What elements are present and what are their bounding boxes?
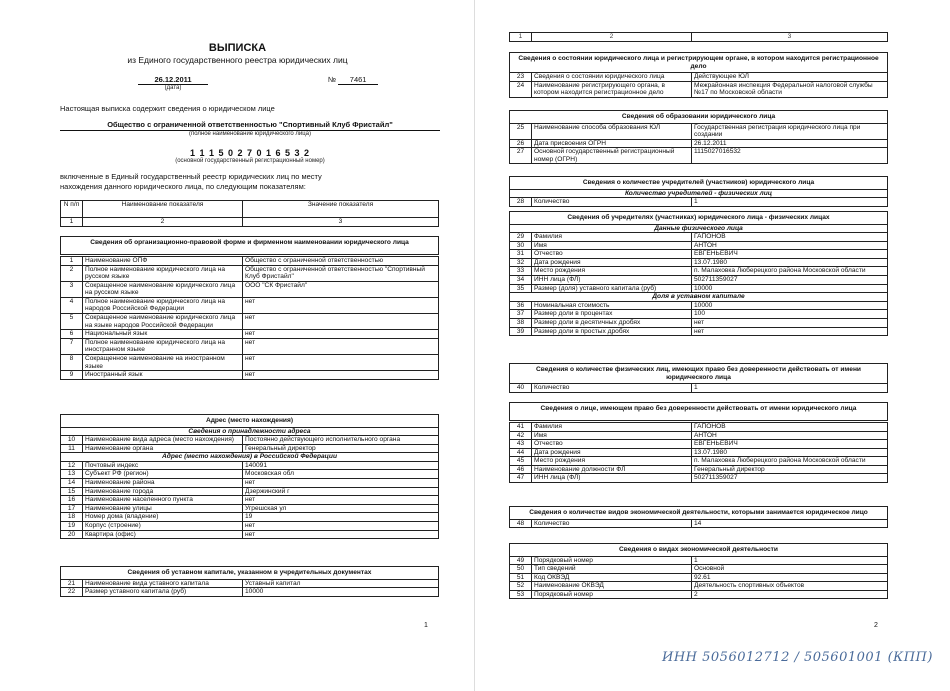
number-label: № xyxy=(328,75,337,84)
row-value: нет xyxy=(243,314,439,330)
row-number: 19 xyxy=(61,521,83,530)
row-label: Наименование улицы xyxy=(83,504,243,513)
row-value: ЕВГЕНЬЕВИЧ xyxy=(692,440,888,449)
row-number: 4 xyxy=(61,297,83,313)
row-label: Количество xyxy=(532,519,692,528)
section-capital-table xyxy=(60,566,439,597)
row-value: 1 xyxy=(692,198,888,207)
row-number: 13 xyxy=(61,470,83,479)
row-number: 52 xyxy=(510,582,532,591)
row-value: 502711359027 xyxy=(692,276,888,285)
row-value: Общество с ограниченной ответственностью "Спортивный Клуб Фристайл" xyxy=(243,265,439,281)
row-value: 140091 xyxy=(243,461,439,470)
section-subtitle: Сведения о принадлежности адреса xyxy=(61,427,439,436)
row-label: Номинальная стоимость xyxy=(532,301,692,310)
table-row xyxy=(61,265,439,281)
date-caption: (дата) xyxy=(164,85,182,91)
row-number: 22 xyxy=(61,588,83,597)
row-number: 23 xyxy=(510,73,532,82)
row-number: 35 xyxy=(510,284,532,293)
table-row xyxy=(61,521,439,530)
table-row xyxy=(61,461,439,470)
row-value: ГАПОНОВ xyxy=(692,233,888,242)
row-number: 5 xyxy=(61,314,83,330)
row-number: 48 xyxy=(510,519,532,528)
section-proxy-count-table xyxy=(509,363,888,393)
row-number: 53 xyxy=(510,590,532,599)
table-row xyxy=(510,431,888,440)
table-row xyxy=(510,258,888,267)
row-label: Наименование вида уставного капитала xyxy=(83,579,243,588)
row-value: Уставный капитал xyxy=(243,579,439,588)
row-value: 502711359027 xyxy=(692,474,888,483)
row-value: нет xyxy=(243,354,439,370)
section-title: Сведения о лице, имеющем право без доверенности действовать от имени юридического лица xyxy=(510,403,888,421)
row-number: 34 xyxy=(510,276,532,285)
row-label: Место рождения xyxy=(532,267,692,276)
row-value: Угрешская ул xyxy=(243,504,439,513)
row-value: Деятельность спортивных объектов xyxy=(692,582,888,591)
row-number: 25 xyxy=(510,123,532,139)
row-number: 32 xyxy=(510,258,532,267)
table-row xyxy=(510,448,888,457)
table-row xyxy=(61,479,439,488)
row-label: Порядковый номер xyxy=(532,590,692,599)
row-value: 2 xyxy=(692,590,888,599)
row-value: Действующее ЮЛ xyxy=(692,73,888,82)
row-label: Наименование ОКВЭД xyxy=(532,582,692,591)
table-row xyxy=(510,457,888,466)
row-value: ГАПОНОВ xyxy=(692,423,888,432)
row-label: Размер доли в десятичных дробях xyxy=(532,318,692,327)
row-value: нет xyxy=(692,327,888,336)
row-label: Наименование района xyxy=(83,479,243,488)
row-value: 92.61 xyxy=(692,573,888,582)
row-label: Наименование населенного пункта xyxy=(83,496,243,505)
row-value: 10000 xyxy=(692,301,888,310)
row-value: 13.07.1980 xyxy=(692,258,888,267)
section-title: Сведения о количестве видов экономической деятельности, которыми занимается юридическое лицо xyxy=(510,507,888,520)
table-row xyxy=(510,573,888,582)
page-2-number: 2 xyxy=(874,622,878,629)
row-number: 37 xyxy=(510,310,532,319)
table-row xyxy=(510,250,888,259)
row-value: нет xyxy=(692,318,888,327)
header-col-name: Наименование показателя xyxy=(83,201,243,218)
row-value: 14 xyxy=(692,519,888,528)
row-number: 39 xyxy=(510,327,532,336)
row-label: Наименование города xyxy=(83,487,243,496)
number-block xyxy=(328,75,378,85)
row-label: Отчество xyxy=(532,440,692,449)
document-date: 26.12.2011 xyxy=(138,75,208,85)
row-value: Постоянно действующего исполнительного органа xyxy=(243,436,439,445)
row-label: Место рождения xyxy=(532,457,692,466)
table-row xyxy=(61,257,439,266)
row-label: Порядковый номер xyxy=(532,556,692,565)
row-label: Количество xyxy=(532,198,692,207)
row-value: ЕВГЕНЬЕВИЧ xyxy=(692,250,888,259)
table-row xyxy=(510,81,888,97)
section-title: Сведения об уставном капитале, указанном в учредительных документах xyxy=(61,567,439,580)
row-number: 2 xyxy=(61,265,83,281)
row-label: Имя xyxy=(532,431,692,440)
handwritten-inn-note: ИНН 5056012712 / 505601001 (КПП) xyxy=(662,650,933,665)
row-label: Корпус (строение) xyxy=(83,521,243,530)
row-label: Полное наименование юридического лица на иностранном языке xyxy=(83,338,243,354)
row-value: Генеральный директор xyxy=(692,465,888,474)
row-value: нет xyxy=(243,371,439,380)
row-number: 7 xyxy=(61,338,83,354)
table-row xyxy=(61,487,439,496)
section-title: Сведения об образовании юридического лица xyxy=(510,111,888,124)
table-row xyxy=(510,276,888,285)
row-number: 6 xyxy=(61,330,83,339)
row-number: 14 xyxy=(61,479,83,488)
page2-header-row xyxy=(509,32,888,42)
row-number: 3 xyxy=(61,281,83,297)
included-line-1: включенные в Единый государственный реестр юридических лиц по месту xyxy=(60,172,322,181)
row-label: Дата рождения xyxy=(532,258,692,267)
row-number: 30 xyxy=(510,241,532,250)
row-number: 21 xyxy=(61,579,83,588)
section-title: Сведения о количестве физических лиц, имеющих право без доверенности действовать от имени юридического лица xyxy=(510,364,888,384)
row-number: 41 xyxy=(510,423,532,432)
row-label: Размер доли в процентах xyxy=(532,310,692,319)
document-subtitle: из Единого государственного реестра юридических лиц xyxy=(127,55,348,65)
header-num-1: 1 xyxy=(61,218,83,227)
row-value: п. Малаховка Люберецкого района Московской области xyxy=(692,457,888,466)
row-label: Размер доли в простых дробях xyxy=(532,327,692,336)
row-label: Основной государственный регистрационный номер (ОГРН) xyxy=(532,148,692,164)
row-label: Код ОКВЭД xyxy=(532,573,692,582)
table-row xyxy=(61,314,439,330)
row-value: Генеральный директор xyxy=(243,444,439,453)
table-row xyxy=(510,198,888,207)
row-value: Межрайонная инспекция Федеральной налоговой службы №17 по Московской области xyxy=(692,81,888,97)
row-value: АНТОН xyxy=(692,431,888,440)
table-row xyxy=(510,474,888,483)
row-number: 43 xyxy=(510,440,532,449)
row-number: 29 xyxy=(510,233,532,242)
p2-header-num-1: 1 xyxy=(510,33,532,42)
table-row xyxy=(510,465,888,474)
date-block xyxy=(138,75,208,91)
table-row xyxy=(61,496,439,505)
row-label: Наименование ОПФ xyxy=(83,257,243,266)
page-2 xyxy=(476,0,950,691)
row-value: нет xyxy=(243,330,439,339)
row-number: 10 xyxy=(61,436,83,445)
row-value: нет xyxy=(243,479,439,488)
row-number: 49 xyxy=(510,556,532,565)
table-row xyxy=(510,284,888,293)
row-value: нет xyxy=(243,297,439,313)
row-label: Наименование вида адреса (место нахождения) xyxy=(83,436,243,445)
table-row xyxy=(61,579,439,588)
section-subtitle: Данные физического лица xyxy=(510,224,888,233)
row-label: Иностранный язык xyxy=(83,371,243,380)
table-row xyxy=(61,297,439,313)
table-row xyxy=(510,73,888,82)
section-title: Сведения об учредителях (участниках) юридического лица - физических лицах xyxy=(510,212,888,225)
row-number: 26 xyxy=(510,139,532,148)
row-value: нет xyxy=(243,530,439,539)
included-text xyxy=(60,172,322,192)
section-subtitle: Доля в уставном капитале xyxy=(510,293,888,302)
section-title: Сведения о состоянии юридического лица и регистрирующем органе, в котором находится регистрационное дело xyxy=(510,53,888,73)
table-row xyxy=(510,310,888,319)
section-formation-table xyxy=(509,110,888,164)
table-row xyxy=(61,354,439,370)
table-row xyxy=(61,588,439,597)
row-number: 8 xyxy=(61,354,83,370)
row-value: нет xyxy=(243,496,439,505)
row-label: Тип сведений xyxy=(532,565,692,574)
table-row xyxy=(510,148,888,164)
row-label: Размер (доля) уставного капитала (руб) xyxy=(532,284,692,293)
row-label: Количество xyxy=(532,384,692,393)
row-value: 13.07.1980 xyxy=(692,448,888,457)
section-title: Сведения о количестве учредителей (участников) юридического лица xyxy=(510,177,888,190)
p2-header-num-2: 2 xyxy=(532,33,692,42)
row-value: ООО "СК Фристайл" xyxy=(243,281,439,297)
row-value: Основной xyxy=(692,565,888,574)
table-row xyxy=(61,444,439,453)
table-row xyxy=(510,241,888,250)
row-value: Государственная регистрация юридического лица при создании xyxy=(692,123,888,139)
row-number: 42 xyxy=(510,431,532,440)
table-row xyxy=(61,371,439,380)
table-row xyxy=(510,318,888,327)
row-label: Квартира (офис) xyxy=(83,530,243,539)
row-number: 16 xyxy=(61,496,83,505)
row-label: Наименование органа xyxy=(83,444,243,453)
document-title: ВЫПИСКА xyxy=(208,42,267,54)
row-number: 27 xyxy=(510,148,532,164)
row-number: 17 xyxy=(61,504,83,513)
org-name-block xyxy=(60,120,440,137)
section-activity-count-table xyxy=(509,506,888,528)
row-label: Субъект РФ (регион) xyxy=(83,470,243,479)
row-label: Наименование способа образования ЮЛ xyxy=(532,123,692,139)
row-number: 9 xyxy=(61,371,83,380)
row-value: 10000 xyxy=(243,588,439,597)
section-title: Адрес (место нахождения) xyxy=(61,415,439,428)
table-row xyxy=(510,440,888,449)
table-row xyxy=(510,327,888,336)
ogrn-block xyxy=(140,148,360,164)
intro-text: Настоящая выписка содержит сведения о юридическом лице xyxy=(60,104,275,113)
row-number: 33 xyxy=(510,267,532,276)
row-number: 40 xyxy=(510,384,532,393)
row-number: 15 xyxy=(61,487,83,496)
row-label: Полное наименование юридического лица на русском языке xyxy=(83,265,243,281)
section-founders-table xyxy=(509,211,888,336)
table-row xyxy=(61,281,439,297)
ogrn-number: 1 1 1 5 0 2 7 0 1 6 5 3 2 xyxy=(189,148,311,158)
row-label: Сокращенное наименование юридического лица на русском языке xyxy=(83,281,243,297)
table-row xyxy=(61,504,439,513)
header-col-value: Значение показателя xyxy=(243,201,439,218)
row-value: Московская обл xyxy=(243,470,439,479)
row-value: 19 xyxy=(243,513,439,522)
row-number: 44 xyxy=(510,448,532,457)
row-value: п. Малаховка Люберецкого района Московской области xyxy=(692,267,888,276)
p2-header-num-3: 3 xyxy=(692,33,888,42)
row-value: 26.12.2011 xyxy=(692,139,888,148)
row-number: 47 xyxy=(510,474,532,483)
document-number: 7461 xyxy=(338,75,378,85)
table-row xyxy=(510,590,888,599)
row-label: Фамилия xyxy=(532,233,692,242)
row-value: 100 xyxy=(692,310,888,319)
row-number: 46 xyxy=(510,465,532,474)
org-name: Общество с ограниченной ответственностью "Спортивный Клуб Фристайл" xyxy=(60,120,440,131)
included-line-2: нахождения данного юридического лица, по следующим показателям: xyxy=(60,182,306,192)
row-number: 38 xyxy=(510,318,532,327)
section-title: Сведения об организационно-правовой форме и фирменном наименовании юридического лица xyxy=(61,237,439,255)
table-row xyxy=(510,582,888,591)
row-label: Наименование должности ФЛ xyxy=(532,465,692,474)
row-value: 1 xyxy=(692,384,888,393)
org-name-caption: (полное наименование юридического лица) xyxy=(188,131,312,137)
row-label: Полное наименование юридического лица на народов Российской Федерации xyxy=(83,297,243,313)
row-label: Номер дома (владение) xyxy=(83,513,243,522)
section-address-table xyxy=(60,414,439,539)
row-label: ИНН лица (ФЛ) xyxy=(532,474,692,483)
table-row xyxy=(510,301,888,310)
section-subtitle: Количество учредителей - физических лиц xyxy=(510,189,888,198)
ogrn-caption: (основной государственный регистрационный номер) xyxy=(175,158,325,164)
header-num-2: 2 xyxy=(83,218,243,227)
header-table xyxy=(60,200,439,227)
row-label: Размер уставного капитала (руб) xyxy=(83,588,243,597)
table-row xyxy=(510,556,888,565)
row-value: 1115027016532 xyxy=(692,148,888,164)
row-label: Наименование регистрирующего органа, в котором находится регистрационное дело xyxy=(532,81,692,97)
row-label: ИНН лица (ФЛ) xyxy=(532,276,692,285)
section-title: Сведения о видах экономической деятельности xyxy=(510,544,888,557)
row-value: нет xyxy=(243,521,439,530)
table-row xyxy=(510,267,888,276)
row-number: 11 xyxy=(61,444,83,453)
table-row xyxy=(61,470,439,479)
row-number: 51 xyxy=(510,573,532,582)
row-number: 1 xyxy=(61,257,83,266)
row-label: Сведения о состоянии юридического лица xyxy=(532,73,692,82)
row-value: нет xyxy=(243,338,439,354)
row-number: 12 xyxy=(61,461,83,470)
table-row xyxy=(61,530,439,539)
row-label: Фамилия xyxy=(532,423,692,432)
row-number: 28 xyxy=(510,198,532,207)
header-col-n: N п/п xyxy=(61,201,83,218)
table-row xyxy=(61,330,439,339)
row-number: 31 xyxy=(510,250,532,259)
table-row xyxy=(510,139,888,148)
section-founders-count-table xyxy=(509,176,888,207)
table-row xyxy=(61,513,439,522)
section-activity-table xyxy=(509,543,888,599)
section-proxy-table xyxy=(509,402,888,483)
row-value: Общество с ограниченной ответственностью xyxy=(243,257,439,266)
row-number: 50 xyxy=(510,565,532,574)
section-subtitle: Адрес (место нахождения) в Российской Федерации xyxy=(61,453,439,462)
header-num-3: 3 xyxy=(243,218,439,227)
row-value: 10000 xyxy=(692,284,888,293)
row-number: 36 xyxy=(510,301,532,310)
row-number: 24 xyxy=(510,81,532,97)
section-opf-table xyxy=(60,236,439,380)
row-label: Сокращенное наименование юридического лица на языке народов Российской Федерации xyxy=(83,314,243,330)
row-value: 1 xyxy=(692,556,888,565)
row-number: 45 xyxy=(510,457,532,466)
row-label: Сокращенное наименование на иностранном языке xyxy=(83,354,243,370)
row-label: Имя xyxy=(532,241,692,250)
table-row xyxy=(510,233,888,242)
row-label: Почтовый индекс xyxy=(83,461,243,470)
row-label: Национальный язык xyxy=(83,330,243,339)
page-1-number: 1 xyxy=(424,622,428,629)
row-label: Отчество xyxy=(532,250,692,259)
table-row xyxy=(61,436,439,445)
table-row xyxy=(510,565,888,574)
row-number: 20 xyxy=(61,530,83,539)
row-label: Дата рождения xyxy=(532,448,692,457)
row-number: 18 xyxy=(61,513,83,522)
row-value: АНТОН xyxy=(692,241,888,250)
row-label: Дата присвоения ОГРН xyxy=(532,139,692,148)
table-row xyxy=(510,423,888,432)
section-state-table xyxy=(509,52,888,98)
table-row xyxy=(510,384,888,393)
table-row xyxy=(510,123,888,139)
table-row xyxy=(510,519,888,528)
table-row xyxy=(61,338,439,354)
row-value: Дзержинский г xyxy=(243,487,439,496)
